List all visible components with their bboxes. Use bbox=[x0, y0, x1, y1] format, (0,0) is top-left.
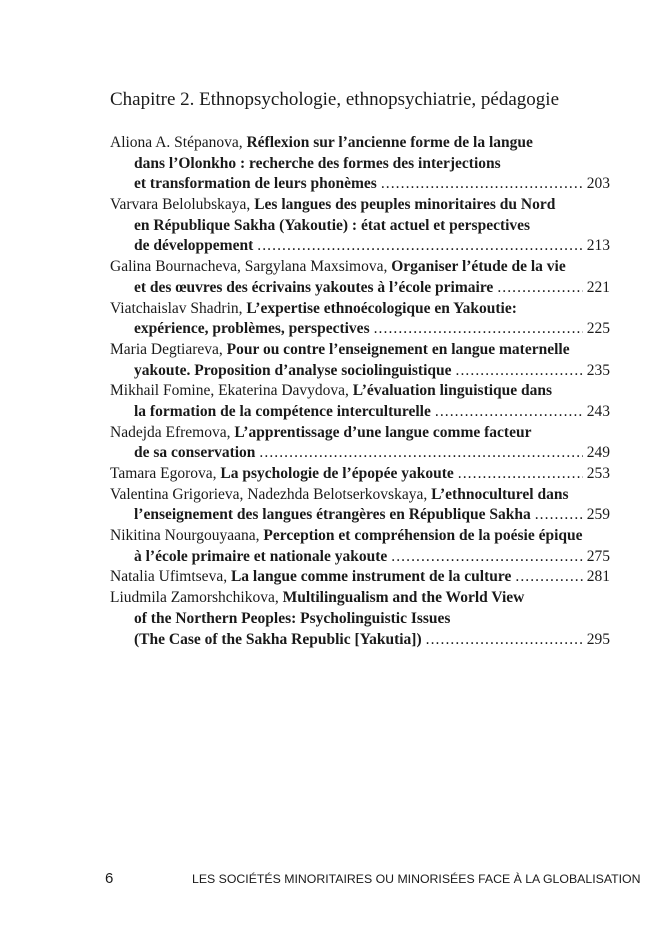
toc-entry-line bbox=[110, 257, 610, 278]
entry-authors: Valentina Grigorieva, Nadezhda Belotserkovskaya, bbox=[110, 485, 432, 503]
entry-title: L’apprentissage d’une langue comme facteur bbox=[234, 423, 532, 441]
entry-page-number: 213 bbox=[586, 237, 610, 255]
dot-leader bbox=[535, 505, 583, 526]
entry-title: (The Case of the Sakha Republic [Yakutia]) bbox=[134, 630, 422, 648]
entry-page-number: 235 bbox=[586, 361, 610, 379]
toc-entry bbox=[110, 195, 610, 257]
toc-entry bbox=[110, 567, 610, 588]
entry-authors: Nikitina Nourgouyaana, bbox=[110, 527, 264, 545]
dot-leader bbox=[458, 464, 583, 485]
toc-entry-line bbox=[110, 402, 610, 423]
entry-authors: Tamara Egorova, bbox=[110, 465, 221, 482]
entry-title: l’enseignement des langues étrangères en République Sakha bbox=[134, 506, 531, 524]
entry-title: Multilingualism and the World View bbox=[282, 589, 525, 607]
entry-authors: Aliona A. Stépanova, bbox=[110, 134, 247, 151]
entry-page-number: 281 bbox=[586, 568, 610, 586]
entry-title: et transformation de leurs phonèmes bbox=[134, 175, 377, 193]
entry-page-number: 275 bbox=[586, 547, 610, 565]
toc-entry-line bbox=[110, 319, 610, 340]
entry-authors: Galina Bournacheva, Sargylana Maxsimova, bbox=[110, 258, 392, 276]
entry-title: de sa conservation bbox=[134, 444, 256, 462]
entry-title: L’ethnoculturel dans bbox=[431, 485, 569, 503]
toc-entry bbox=[110, 464, 610, 485]
entry-title: à l’école primaire et nationale yakoute bbox=[134, 547, 388, 565]
toc-entry-line bbox=[110, 174, 610, 195]
dot-leader bbox=[515, 567, 582, 588]
toc-entry bbox=[110, 133, 610, 195]
toc-entry-line bbox=[110, 299, 610, 320]
entry-title: La psychologie de l’épopée yakoute bbox=[220, 465, 454, 482]
toc-entry-line bbox=[110, 526, 610, 547]
toc-entry-line bbox=[110, 567, 610, 588]
entry-title: dans l’Olonkho : recherche des formes des interjections bbox=[134, 154, 501, 172]
toc-entry-line bbox=[110, 216, 610, 237]
toc-entry bbox=[110, 423, 610, 464]
entry-page-number: 225 bbox=[586, 320, 610, 338]
entry-title: La langue comme instrument de la culture bbox=[230, 568, 512, 586]
entry-title: L’expertise ethnoécologique en Yakoutie: bbox=[246, 299, 517, 317]
toc-entry-line bbox=[110, 278, 610, 299]
entry-authors: Mikhail Fomine, Ekaterina Davydova, bbox=[110, 382, 353, 400]
entry-authors: Maria Degtiareva, bbox=[110, 340, 227, 358]
entry-page-number: 259 bbox=[586, 506, 610, 524]
entry-authors: Natalia Ufimtseva, bbox=[110, 568, 231, 586]
entry-page-number: 243 bbox=[586, 402, 610, 420]
dot-leader bbox=[381, 174, 583, 195]
entry-title: Les langues des peuples minoritaires du Nord bbox=[254, 196, 556, 214]
entry-authors: Nadejda Efremova, bbox=[110, 423, 235, 441]
toc-entry-line bbox=[110, 609, 610, 630]
entry-title: Organiser l’étude de la vie bbox=[391, 258, 566, 276]
toc-entry-line bbox=[110, 547, 610, 568]
dot-leader bbox=[426, 630, 583, 651]
toc-entry-line bbox=[110, 505, 610, 526]
entry-title: Réflexion sur l’ancienne forme de la langue bbox=[246, 134, 533, 151]
toc-entry bbox=[110, 299, 610, 340]
toc-entry-line bbox=[110, 423, 610, 444]
entry-title: et des œuvres des écrivains yakoutes à l’école primaire bbox=[134, 278, 494, 296]
entry-authors: Varvara Belolubskaya, bbox=[110, 196, 255, 214]
toc-entry-line bbox=[110, 195, 610, 216]
toc-entry-line bbox=[110, 485, 610, 506]
toc-entry bbox=[110, 526, 610, 567]
toc-entry bbox=[110, 588, 610, 650]
toc-entry-line bbox=[110, 381, 610, 402]
toc-entry-line bbox=[110, 588, 610, 609]
entry-authors: Liudmila Zamorshchikova, bbox=[110, 589, 283, 607]
table-of-contents bbox=[110, 133, 610, 650]
toc-entry bbox=[110, 381, 610, 422]
entry-title: expérience, problèmes, perspectives bbox=[134, 320, 370, 338]
entry-title: de développement bbox=[134, 237, 254, 255]
toc-entry-line bbox=[110, 133, 610, 154]
toc-entry-line bbox=[110, 154, 610, 175]
chapter-title: Chapitre 2. Ethnopsychologie, ethnopsychiatrie, pédagogie bbox=[109, 89, 560, 110]
dot-leader bbox=[497, 278, 582, 299]
dot-leader bbox=[374, 319, 583, 340]
entry-page-number: 203 bbox=[586, 175, 610, 193]
entry-title: la formation de la compétence interculturelle bbox=[134, 402, 431, 420]
toc-entry-line bbox=[110, 361, 610, 382]
page-number: 6 bbox=[105, 870, 114, 887]
dot-leader bbox=[435, 402, 583, 423]
toc-entry-line bbox=[110, 236, 610, 257]
dot-leader bbox=[257, 236, 582, 257]
toc-entry bbox=[110, 257, 610, 298]
entry-title: of the Northern Peoples: Psycholinguistic Issues bbox=[134, 609, 451, 627]
toc-entry bbox=[110, 340, 610, 381]
page-footer bbox=[0, 870, 669, 890]
entry-authors: Viatchaislav Shadrin, bbox=[110, 299, 247, 317]
entry-title: Perception et compréhension de la poésie épique bbox=[263, 527, 583, 545]
toc-entry bbox=[110, 485, 610, 526]
entry-title: Pour ou contre l’enseignement en langue maternelle bbox=[226, 340, 570, 358]
dot-leader bbox=[391, 547, 582, 568]
entry-title: L’évaluation linguistique dans bbox=[352, 382, 553, 400]
entry-page-number: 253 bbox=[586, 465, 610, 482]
entry-page-number: 249 bbox=[586, 444, 610, 462]
entry-title: yakoute. Proposition d’analyse sociolinguistique bbox=[134, 361, 452, 379]
entry-page-number: 221 bbox=[586, 278, 610, 296]
toc-entry-line bbox=[110, 464, 610, 485]
dot-leader bbox=[456, 361, 583, 382]
entry-page-number: 295 bbox=[586, 630, 610, 648]
toc-entry-line bbox=[110, 630, 610, 651]
running-title: LES SOCIÉTÉS MINORITAIRES OU MINORISÉES FACE À LA GLOBALISATION bbox=[192, 872, 641, 886]
toc-entry-line bbox=[110, 340, 610, 361]
entry-title: en République Sakha (Yakoutie) : état actuel et perspectives bbox=[134, 216, 531, 234]
toc-entry-line bbox=[110, 443, 610, 464]
dot-leader bbox=[259, 443, 582, 464]
